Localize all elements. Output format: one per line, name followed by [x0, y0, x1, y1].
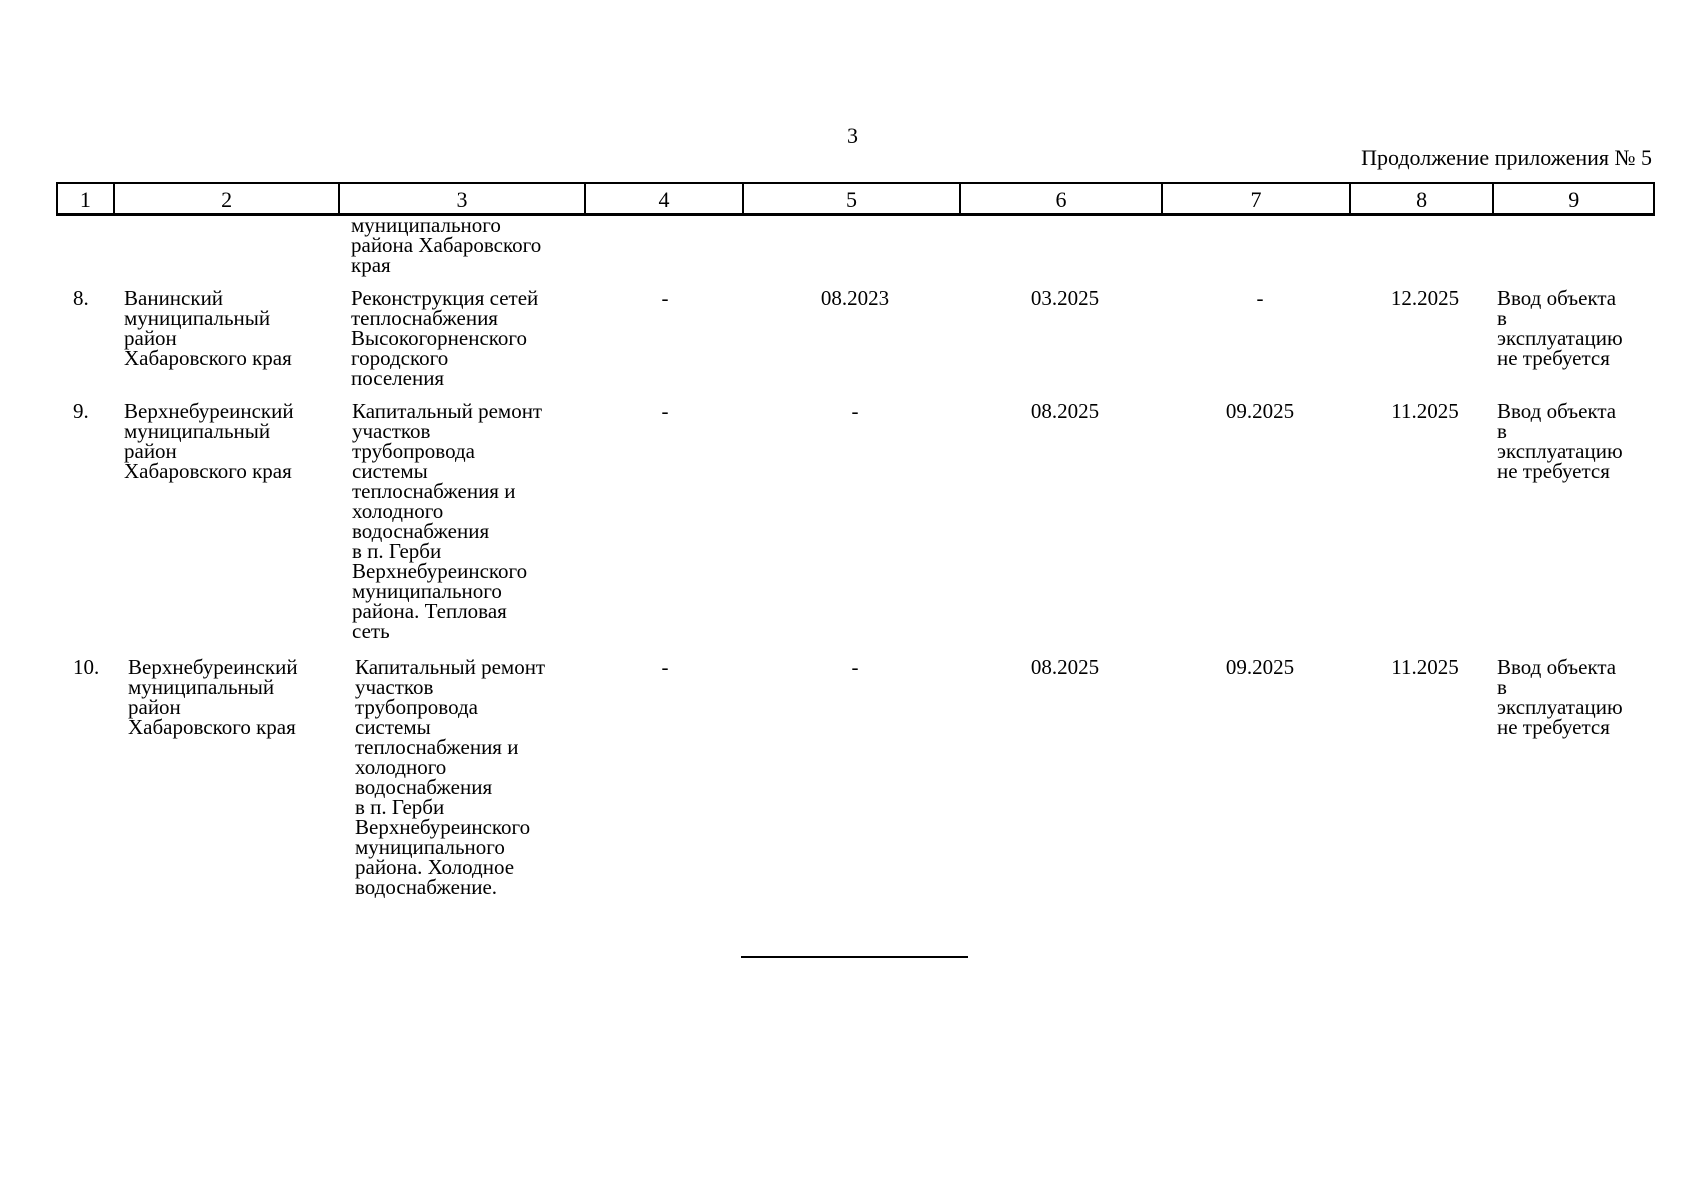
row-col-8: 11.2025: [1391, 655, 1459, 679]
carryover-object-text: муниципального района Хабаровского края: [351, 213, 542, 277]
row-col-9: Ввод объекта в эксплуатацию не требуется: [1497, 286, 1623, 370]
closing-rule: [741, 956, 968, 958]
row-col-7: -: [1256, 286, 1264, 310]
row-object: Капитальный ремонт участков трубопровода системы теплоснабжения и холодного водоснабжения в п. Герби Верхнебуреинского муниципального района. Тепловая сеть: [352, 399, 543, 643]
row-district: Верхнебуреинский муниципальный район Хабаровского края: [128, 655, 298, 739]
table-header-row: [56, 182, 1655, 216]
row-col-7: 09.2025: [1225, 655, 1295, 679]
row-col-4: -: [661, 655, 669, 679]
header-col-6: 6: [961, 184, 1163, 213]
header-col-4: 4: [586, 184, 745, 213]
row-col-4: -: [661, 286, 669, 310]
header-col-9: 9: [1568, 187, 1580, 212]
header-col-5: 5: [744, 184, 960, 213]
row-col-5: 08.2023: [820, 286, 890, 310]
header-col-2: 2: [115, 184, 340, 213]
row-col-9: Ввод объекта в эксплуатацию не требуется: [1497, 399, 1623, 483]
row-district: Ванинский муниципальный район Хабаровского края: [124, 286, 292, 370]
row-number: 8.: [73, 286, 89, 310]
row-col-6: 03.2025: [1030, 286, 1100, 310]
row-col-5: -: [851, 399, 859, 423]
row-number: 9.: [73, 399, 89, 423]
row-col-8: 12.2025: [1390, 286, 1460, 310]
row-col-8: 11.2025: [1391, 399, 1459, 423]
row-col-4: -: [661, 399, 669, 423]
row-district: Верхнебуреинский муниципальный район Хабаровского края: [124, 399, 294, 483]
header-col-3: 3: [340, 184, 585, 213]
continuation-label: Продолжение приложения № 5: [1361, 145, 1652, 170]
header-col-7: 7: [1163, 184, 1351, 213]
page-number: 3: [847, 123, 858, 148]
header-col-1: 1: [58, 184, 115, 213]
row-number: 10.: [73, 655, 100, 679]
row-col-6: 08.2025: [1030, 655, 1100, 679]
row-object: Капитальный ремонт участков трубопровода системы теплоснабжения и холодного водоснабжения в п. Герби Верхнебуреинского муниципального района. Холодное водоснабжение.: [355, 655, 546, 899]
row-col-9: Ввод объекта в эксплуатацию не требуется: [1497, 655, 1623, 739]
row-col-5: -: [851, 655, 859, 679]
row-col-7: 09.2025: [1225, 399, 1295, 423]
row-col-6: 08.2025: [1030, 399, 1100, 423]
row-object: Реконструкция сетей теплоснабжения Высокогорненского городского поселения: [351, 286, 539, 390]
header-col-8: 8: [1351, 184, 1495, 213]
